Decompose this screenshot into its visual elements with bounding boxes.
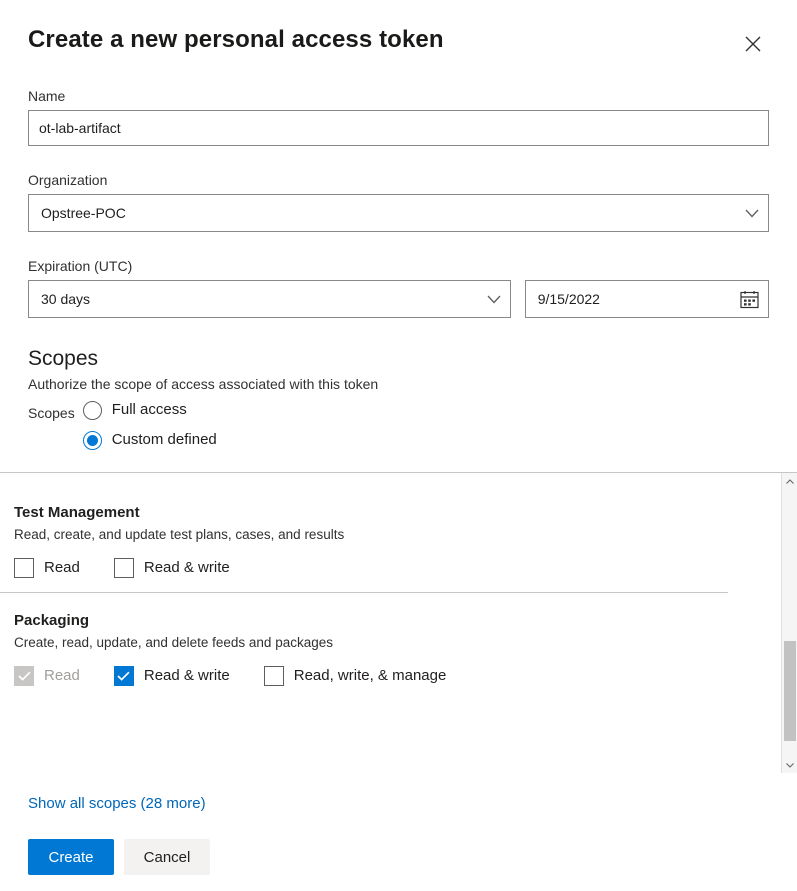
create-button[interactable]: Create [28,839,114,875]
scope-list-scrollbar[interactable] [781,473,797,773]
cancel-button[interactable]: Cancel [124,839,210,875]
scope-list [0,473,728,773]
scope-group-description: Create, read, update, and delete feeds and packages [14,635,333,650]
organization-select[interactable] [28,194,769,232]
scope-group-name: Packaging [14,612,90,629]
page-title: Create a new personal access token [28,26,444,53]
checkbox-packaging-read-write-manage[interactable] [264,666,447,686]
name-label: Name [28,88,66,104]
checkbox-label: Read [44,667,80,684]
dialog-header [0,0,797,56]
scopes-heading: Scopes [28,347,99,370]
radio-full-access-label: Full access [111,401,187,418]
show-all-scopes-link[interactable]: Show all scopes (28 more) [28,795,206,812]
checkbox-label: Read [44,559,80,576]
scopes-radio-group [28,400,769,450]
close-icon[interactable] [737,28,769,60]
calendar-icon[interactable] [740,280,759,318]
checkbox-icon [264,666,284,686]
scope-group-checkboxes [14,558,728,578]
scroll-up-arrow-icon[interactable] [782,473,797,489]
expiration-row [28,280,769,318]
scopes-subtitle: Authorize the scope of access associated with this token [28,376,379,392]
scope-group-test-management [0,473,728,593]
expiration-date-value[interactable]: 9/15/2022 [525,280,769,318]
checkbox-packaging-read-write[interactable] [114,666,230,686]
radio-circle-icon [83,401,102,420]
checkbox-label: Read & write [143,667,230,684]
organization-label: Organization [28,172,108,188]
expiration-select-value[interactable]: 30 days [28,280,511,318]
radio-circle-selected-icon [83,431,102,450]
name-input[interactable] [28,110,769,146]
scope-group-packaging [0,593,728,700]
radio-custom-defined[interactable] [83,430,217,450]
checkbox-label: Read, write, & manage [293,667,447,684]
checkbox-test-management-read-write[interactable] [114,558,230,578]
scrollbar-thumb[interactable] [784,641,796,741]
checkbox-test-management-read[interactable] [14,558,80,578]
scroll-down-arrow-icon[interactable] [782,757,797,773]
organization-select-value[interactable]: Opstree-POC [28,194,769,232]
scope-group-checkboxes [14,666,728,686]
expiration-date-field[interactable] [525,280,769,318]
checkbox-label: Read & write [143,559,230,576]
checkbox-icon [114,558,134,578]
dialog-footer [28,839,797,875]
scope-list-container [0,472,797,773]
scope-group-name: Test Management [14,504,140,521]
scope-group-description: Read, create, and update test plans, cases, and results [14,527,345,542]
expiration-select[interactable] [28,280,511,318]
expiration-label: Expiration (UTC) [28,258,133,274]
checkbox-checked-disabled-icon [14,666,34,686]
checkbox-packaging-read [14,666,80,686]
checkbox-checked-icon [114,666,134,686]
radio-full-access[interactable] [83,400,217,420]
scopes-radio-group-label: Scopes [28,405,75,421]
checkbox-icon [14,558,34,578]
radio-custom-defined-label: Custom defined [111,431,217,448]
form-area [0,86,797,450]
